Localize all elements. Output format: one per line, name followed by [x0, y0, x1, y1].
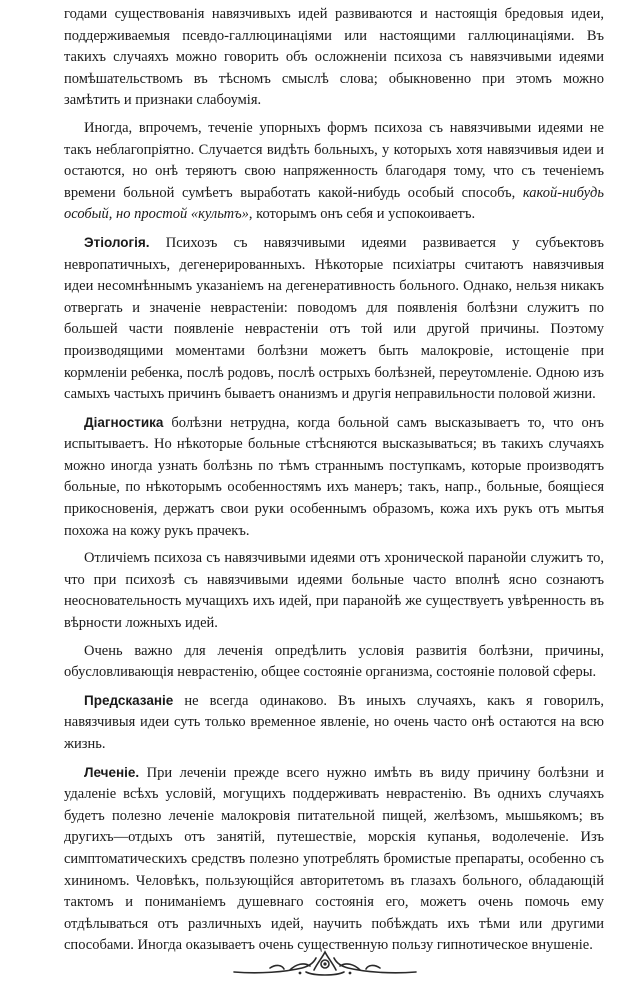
paragraph-treatment-text: При леченіи прежде всего нужно имѣть въ виду причину болѣзни и удаленіе всѣхъ условій, могущихъ поддерживать неврастенію. Въ однихъ случаяхъ будетъ полезно леченіе малокровія питательной пищей, желѣзомъ, мышьякомъ; въ другихъ—отдыхъ отъ занятій, путешествіе, морскія купанья, водолеченіе. Изъ симптоматическихъ средствъ полезно употреблять бромистые препараты, особенно съ хининомъ. Человѣкъ, пользующійся авторитетомъ въ глазахъ больного, обладающій тактомъ и пониманіемъ душевнаго состоянія его, можетъ очень помочь ему отдѣлываться отъ различныхъ идей, научить побѣждать ихъ тѣми или другими способами. Иногда оказываетъ очень существенную пользу гипнотическое внушеніе.: [64, 764, 604, 954]
paragraph-cult-text: Иногда, впрочемъ, теченіе упорныхъ формъ психоза съ навязчивыми идеями не такъ неблагопріятно. Случается видѣть больныхъ, у которыхъ хотя навязчивыя идеи и остаются, но онѣ теряютъ свою напряженность благодаря тому, что съ теченіемъ времени больной сумѣетъ выработать какой-нибудь особый способъ,: [64, 119, 604, 201]
paragraph-etiology: [64, 232, 604, 406]
paragraph-treatment: [64, 762, 604, 957]
paragraph-continuation: годами существованія навязчивыхъ идей развиваются и настоящія бредовыя идеи, поддерживаемыя псевдо-галлюцинаціями или настоящими галлюцинаціями. Въ такихъ случаяхъ можно говорить объ осложненіи психоза съ навязчивыми идеями помѣшательствомъ въ тѣсномъ смыслѣ слова; обыкновенно при этомъ можно замѣтить и признаки слабоумія.: [64, 6, 604, 109]
heading-etiology: Этіологія.: [84, 234, 150, 250]
paragraph-etiology-text: Психозъ съ навязчивыми идеями развивается у субъектовъ невропатичныхъ, дегенерированныхъ. Нѣкоторые психіатры считаютъ навязчивыя идеи несомнѣннымъ указаніемъ на дегенеративность больного. Однако, нельзя никакъ отвергать и значеніе неврастеніи: поводомъ для появленія болѣзни служитъ по большей части появленіе неврастеніи отъ той или другой причины. Поэтому производящими моментами болѣзни можетъ быть малокровіе, истощеніе при кормленіи ребенка, послѣ родовъ, послѣ острыхъ болѣзней, переутомленіе. Одною изъ самыхъ частыхъ причинъ бываетъ онанизмъ и другія неправильности половой жизни.: [64, 234, 604, 403]
heading-diagnostics: Діагностика: [84, 414, 164, 430]
document-page: [64, 4, 604, 957]
paragraph-cult-end: , которымъ онъ себя и успокоиваетъ.: [248, 206, 476, 223]
paragraph-cult-emphasis: какой-нибудь особый, но простой «культъ»: [64, 184, 604, 223]
paragraph-diagnostics-text: болѣзни нетрудна, когда больной самъ высказываетъ то, что онъ испытываетъ. Но нѣкоторые больные стѣсняются высказываться; въ такихъ случаяхъ можно иногда узнать болѣзнь по тѣмъ страннымъ поступкамъ, которые производятъ больные, по нѣкоторымъ особенностямъ ихъ манеръ; такъ, напр., больные, боящіеся прикосновенія, держатъ свои руки особеннымъ образомъ, кожа ихъ рукъ отъ мытья похожа на кожу рукъ прачекъ.: [64, 414, 604, 539]
paragraph-cult: [64, 118, 604, 226]
paragraph-differential: Отличіемъ психоза съ навязчивыми идеями отъ хронической паранойи служитъ то, что при психозѣ съ навязчивыми идеями больные часто вполнѣ ясно сознаютъ неосновательность мучащихъ ихъ идей, при паранойѣ же существуетъ увѣренность въ вѣрности ложныхъ идей.: [64, 550, 604, 632]
paragraph-treatment-conditions: Очень важно для леченія опредѣлить условія развитія болѣзни, причины, обусловливающія неврастенію, общее состояніе организма, состояніе половой сферы.: [64, 642, 604, 681]
heading-prognosis: Предсказаніе: [84, 692, 174, 708]
floral-divider-ornament-icon: [230, 948, 420, 978]
paragraph-prognosis-text: не всегда одинаково. Въ иныхъ случаяхъ, какъ я говорилъ, навязчивыя идеи суть только временное явленіе, но очень часто онѣ остаются на всю жизнь.: [64, 692, 604, 752]
paragraph-diagnostics: [64, 412, 604, 543]
heading-treatment: Леченіе.: [84, 764, 140, 780]
paragraph-prognosis: [64, 690, 604, 756]
